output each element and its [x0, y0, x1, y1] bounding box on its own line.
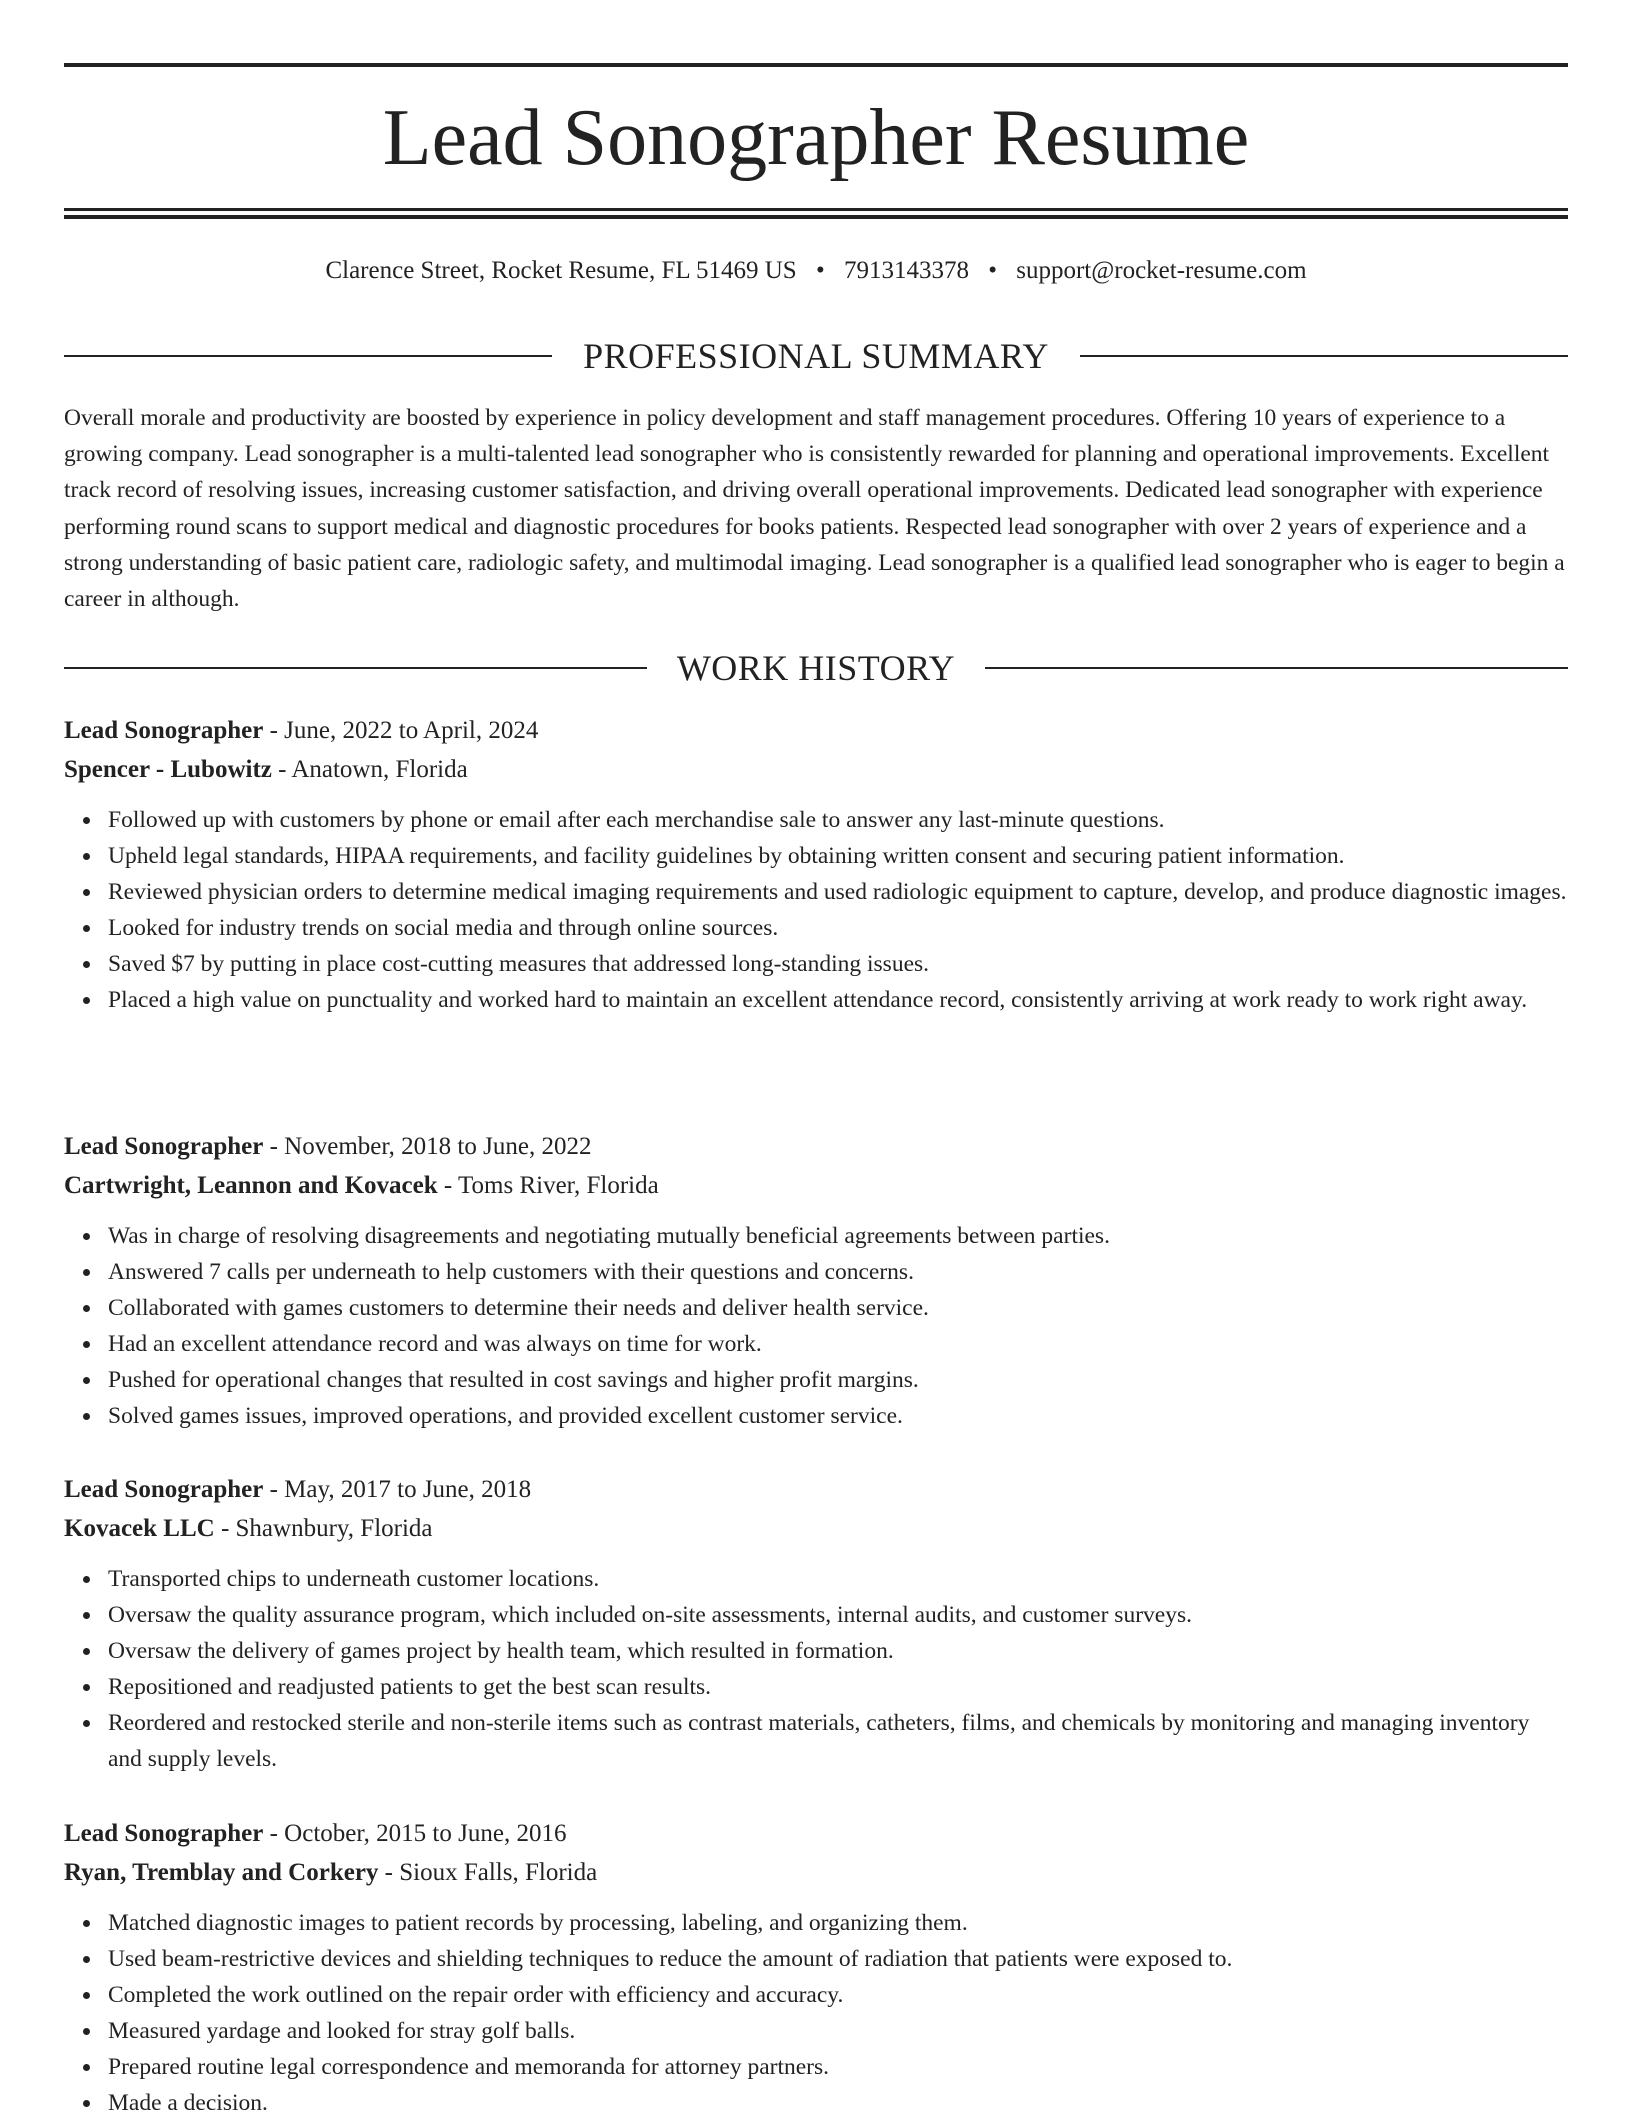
job-location: - Toms River, Florida [437, 1171, 659, 1199]
job-bullet-text: Made a decision. [108, 2090, 268, 2116]
job-bullet-text: Was in charge of resolving disagreements and negotiating mutually beneficial agreements between parties. [108, 1223, 1110, 1249]
job-company-line [64, 1854, 1568, 1893]
job-company: Cartwright, Leannon and Kovacek [64, 1171, 438, 1199]
job-entry [64, 1471, 1568, 1777]
job-bullet [108, 802, 1568, 838]
bullet-dot-icon [83, 817, 90, 824]
job-title-line [64, 1128, 1568, 1167]
job-bullet-text: Pushed for operational changes that resulted in cost savings and higher profit margins. [108, 1367, 919, 1393]
contact-email: support@rocket-resume.com [1016, 257, 1307, 284]
job-bullet [108, 1669, 1568, 1705]
section-title: PROFESSIONAL SUMMARY [583, 336, 1049, 376]
job-location: - Sioux Falls, Florida [378, 1858, 598, 1886]
job-bullet-text: Measured yardage and looked for stray golf balls. [108, 2018, 576, 2044]
job-bullet-list [64, 1561, 1568, 1777]
bullet-dot-icon [83, 1305, 90, 1312]
job-title-line [64, 1815, 1568, 1854]
job-bullet [108, 2085, 1568, 2121]
bullet-dot-icon [83, 961, 90, 968]
job-bullet-text: Collaborated with games customers to determine their needs and deliver health service. [108, 1295, 929, 1321]
section-heading-summary [64, 334, 1568, 378]
job-bullet-text: Saved $7 by putting in place cost-cutting measures that addressed long-standing issues. [108, 951, 930, 977]
job-bullet-text: Placed a high value on punctuality and worked hard to maintain an excellent attendance record, consistently arriving at work ready to work right away. [108, 987, 1528, 1013]
job-bullet [108, 1254, 1568, 1290]
bullet-dot-icon [83, 2064, 90, 2071]
job-bullet-text: Used beam-restrictive devices and shielding techniques to reduce the amount of radiation that patients were exposed to. [108, 1946, 1233, 1972]
bullet-dot-icon [83, 1684, 90, 1691]
bullet-dot-icon [83, 2028, 90, 2035]
job-title-line [64, 1471, 1568, 1510]
bullet-dot-icon [83, 1341, 90, 1348]
job-bullet [108, 2049, 1568, 2085]
bullet-dot-icon [83, 889, 90, 896]
job-bullet-list [64, 802, 1568, 1018]
job-bullet-text: Had an excellent attendance record and was always on time for work. [108, 1331, 762, 1357]
job-company-line [64, 751, 1568, 790]
job-title: Lead Sonographer [64, 717, 264, 744]
section-title: WORK HISTORY [676, 648, 956, 688]
job-company-line [64, 1167, 1568, 1206]
job-bullet-text: Answered 7 calls per underneath to help customers with their questions and concerns. [108, 1259, 914, 1285]
job-entry [64, 1128, 1568, 1434]
job-bullet-text: Reordered and restocked sterile and non-sterile items such as contrast materials, catheters, films, and chemicals by monitoring and managing inventory and supply levels. [108, 1710, 1530, 1772]
top-rule [64, 63, 1568, 67]
job-bullet-list [64, 1905, 1568, 2121]
job-bullet-text: Reviewed physician orders to determine medical imaging requirements and used radiologic equipment to capture, develop, and produce diagnostic images. [108, 879, 1567, 905]
bullet-dot-icon [83, 1576, 90, 1583]
job-dates: - June, 2022 to April, 2024 [263, 717, 539, 744]
job-bullet [108, 1597, 1568, 1633]
bullet-dot-icon [83, 925, 90, 932]
heading-rule-right [1080, 355, 1568, 357]
bullet-dot-icon [83, 1269, 90, 1276]
job-dates: - October, 2015 to June, 2016 [263, 1820, 567, 1847]
job-bullet-text: Looked for industry trends on social media and through online sources. [108, 915, 779, 941]
job-bullet-list [64, 1218, 1568, 1434]
job-bullet [108, 2013, 1568, 2049]
bullet-dot-icon [83, 1956, 90, 1963]
contact-phone: 7913143378 [843, 257, 969, 284]
bullet-dot-icon [83, 853, 90, 860]
contact-line [64, 254, 1568, 288]
job-bullet [108, 1561, 1568, 1597]
title-double-rule-lower [64, 215, 1568, 219]
summary-paragraph: Overall morale and productivity are boosted by experience in policy development and staff management procedures. Offering 10 years of experience to a growing company. Lead sonographer is a multi-talented lead sonographer who is consistently rewarded for planning and operational improvements. Excellent track record of resolving issues, increasing customer satisfaction, and driving overall operational improvements. Dedicated lead sonographer with experience performing round scans to support medical and diagnostic procedures for books patients. Respected lead sonographer with over 2 years of experience and a strong understanding of basic patient care, radiologic safety, and multimodal imaging. Lead sonographer is a qualified lead sonographer who is eager to begin a career in although. [64, 405, 1565, 613]
job-dates: - May, 2017 to June, 2018 [263, 1476, 532, 1503]
job-title: Lead Sonographer [64, 1476, 264, 1503]
job-bullet [108, 1398, 1568, 1434]
job-bullet-text: Repositioned and readjusted patients to get the best scan results. [108, 1674, 712, 1700]
job-bullet [108, 874, 1568, 910]
bullet-dot-icon [83, 1612, 90, 1619]
job-bullet-text: Followed up with customers by phone or email after each merchandise sale to answer any last-minute questions. [108, 807, 1165, 833]
job-bullet [108, 1705, 1568, 1777]
contact-address: Clarence Street, Rocket Resume, FL 51469 US [325, 257, 797, 284]
job-bullet [108, 1977, 1568, 2013]
job-bullet [108, 1362, 1568, 1398]
job-bullet-text: Matched diagnostic images to patient records by processing, labeling, and organizing them. [108, 1910, 968, 1936]
job-bullet [108, 1290, 1568, 1326]
job-bullet [108, 946, 1568, 982]
job-entry [64, 1815, 1568, 2121]
job-bullet [108, 982, 1568, 1018]
job-bullet-text: Completed the work outlined on the repair order with efficiency and accuracy. [108, 1982, 844, 2008]
bullet-dot-icon [83, 997, 90, 1004]
job-bullet-text: Oversaw the quality assurance program, which included on-site assessments, internal audits, and customer surveys. [108, 1602, 1192, 1628]
job-bullet [108, 1941, 1568, 1977]
job-bullet [108, 1326, 1568, 1362]
job-bullet [108, 1633, 1568, 1669]
job-company: Ryan, Tremblay and Corkery [64, 1858, 379, 1886]
job-bullet-text: Transported chips to underneath customer locations. [108, 1566, 600, 1592]
resume-title: Lead Sonographer Resume [382, 94, 1250, 182]
job-company: Kovacek LLC [64, 1514, 215, 1542]
job-bullet-text: Upheld legal standards, HIPAA requirements, and facility guidelines by obtaining written consent and securing patient information. [108, 843, 1345, 869]
job-bullet [108, 1218, 1568, 1254]
bullet-dot-icon [83, 1233, 90, 1240]
job-company: Spencer - Lubowitz [64, 755, 272, 783]
job-location: - Anatown, Florida [271, 755, 468, 783]
job-bullet-text: Oversaw the delivery of games project by health team, which resulted in formation. [108, 1638, 894, 1664]
job-title: Lead Sonographer [64, 1820, 264, 1847]
job-bullet [108, 1905, 1568, 1941]
job-title: Lead Sonographer [64, 1133, 264, 1160]
bullet-dot-icon [83, 1920, 90, 1927]
heading-rule-right [985, 667, 1568, 669]
bullet-dot-icon [83, 1413, 90, 1420]
bullet-dot-icon [83, 1377, 90, 1384]
job-entry [64, 712, 1568, 1018]
contact-separator: • [815, 257, 825, 284]
job-company-line [64, 1510, 1568, 1549]
bullet-dot-icon [83, 1648, 90, 1655]
bullet-dot-icon [83, 1720, 90, 1727]
title-double-rule-upper [64, 208, 1568, 211]
job-dates: - November, 2018 to June, 2022 [263, 1133, 592, 1160]
bullet-dot-icon [83, 1992, 90, 1999]
bullet-dot-icon [83, 2100, 90, 2107]
contact-separator: • [988, 257, 997, 284]
job-bullet [108, 910, 1568, 946]
job-bullet [108, 838, 1568, 874]
job-location: - Shawnbury, Florida [214, 1514, 433, 1542]
job-title-line [64, 712, 1568, 751]
job-bullet-text: Prepared routine legal correspondence and memoranda for attorney partners. [108, 2054, 830, 2080]
section-heading-work-history [64, 646, 1568, 690]
job-bullet-text: Solved games issues, improved operations, and provided excellent customer service. [108, 1403, 903, 1429]
